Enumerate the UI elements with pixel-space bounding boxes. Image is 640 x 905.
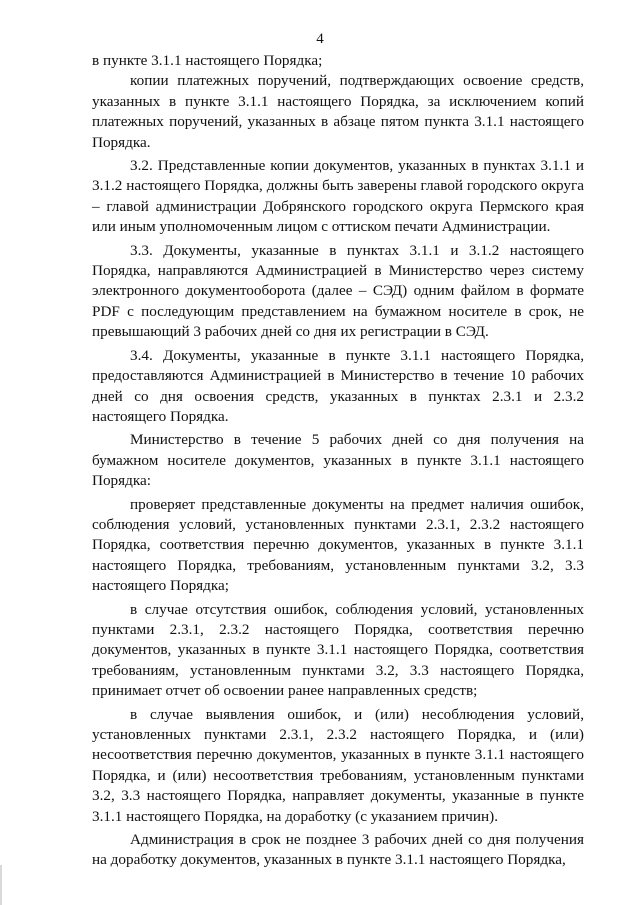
paragraph-5: 3.4. Документы, указанные в пункте 3.1.1 настоящего Порядка, предоставляются Администрацией в Министерство в течение 10 рабочих дней со дня освоения средств, указанных в пунктах 2.3.1 и 2.3.2 настоящего Порядка. [92,346,584,425]
paragraph-8: в случае отсутствия ошибок, соблюдения условий, установленных пунктами 2.3.1, 2.3.2 настоящего Порядка, соответствия перечню документов, указанных в пункте 3.1.1 настоящего Порядка, соответствия требованиям, установленным пунктами 3.2, 3.3 настоящего Порядка, принимает отчет об освоении ранее направленных средств; [92,600,584,700]
paragraph-10: Администрация в срок не позднее 3 рабочих дней со дня получения на доработку документов, указанных в пункте 3.1.1 настоящего Порядка, [92,831,584,869]
paragraph-4: 3.3. Документы, указанные в пунктах 3.1.1 и 3.1.2 настоящего Порядка, направляются Администрацией в Министерство через систему электронного документооборота (далее – СЭД) одним файлом в формате PDF с последующим представлением на бумажном носителе в срок, не превышающий 3 рабочих дней со дня их регистрации в СЭД. [92,241,584,341]
paragraph-6: Министерство в течение 5 рабочих дней со дня получения на бумажном носителе документов, указанных в пункте 3.1.1 настоящего Порядка: [92,431,584,490]
paragraph-3: 3.2. Представленные копии документов, указанных в пунктах 3.1.1 и 3.1.2 настоящего Порядка, должны быть заверены главой городского округа – главой администрации Добрянского городского округа Пермского края или иным уполномоченным лицом с оттиском печати Администрации. [92,157,584,236]
page-number: 4 [316,31,324,47]
paragraph-1: в пункте 3.1.1 настоящего Порядка; [92,52,323,69]
document-body [92,51,584,871]
paragraph-2: копии платежных поручений, подтверждающих освоение средств, указанных в пункте 3.1.1 настоящего Порядка, за исключением копий платежных поручений, указанных в абзаце пятом пункта 3.1.1 настоящего Порядка. [92,72,584,151]
scan-edge-mark [0,865,2,905]
paragraph-7: проверяет представленные документы на предмет наличия ошибок, соблюдения условий, установленных пунктами 2.3.1, 2.3.2 настоящего Порядка, соответствия перечню документов, указанных в пункте 3.1.1 настоящего Порядка, требованиям, установленным пунктами 3.2, 3.3 настоящего Порядка; [92,495,584,595]
paragraph-9: в случае выявления ошибок, и (или) несоблюдения условий, установленных пунктами 2.3.1, 2.3.2 настоящего Порядка, и (или) несоответствия перечню документов, указанных в пункте 3.1.1 настоящего Порядка, и (или) несоответствия требованиям, установленным пунктами 3.2, 3.3 настоящего Порядка, направляет документы, указанные в пункте 3.1.1 настоящего Порядка, на доработку (с указанием причин). [92,705,584,825]
